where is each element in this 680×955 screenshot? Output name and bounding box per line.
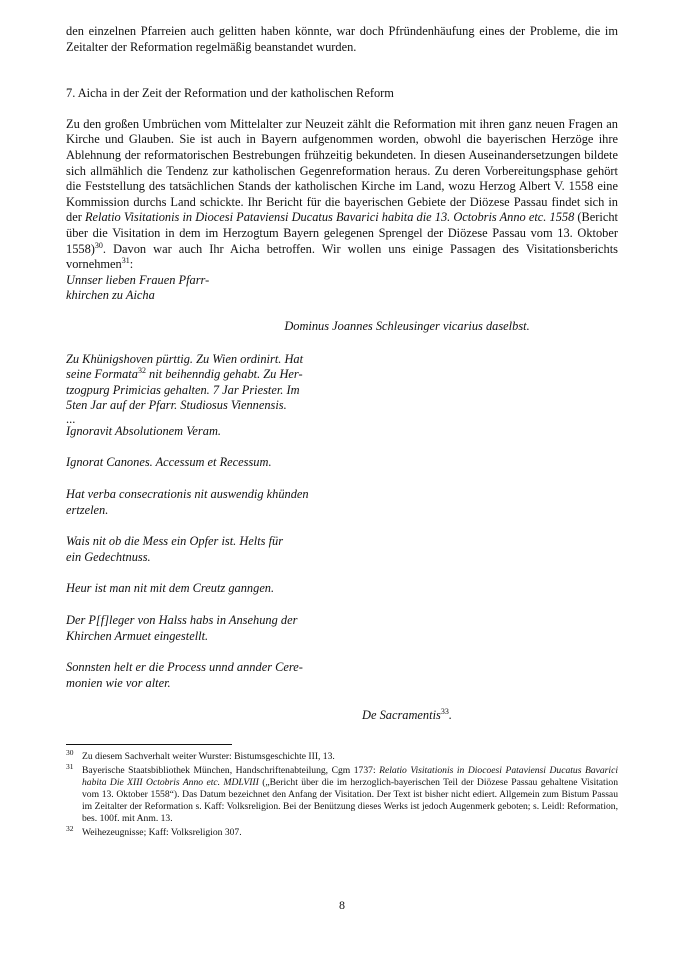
footnote-ref-30[interactable]: 30 [94, 240, 103, 250]
footnote-italic-title: Relatio Visitationis in Diocoesi Pataviensi Ducatus Bavarici habita Die XIII Octobris Anno etc. MDLVIII [82, 765, 618, 788]
quote-title-line-2: khirchen zu Aicha [66, 288, 155, 303]
quote-line: Wais nit ob die Mess ein Opfer ist. Helts für [66, 534, 284, 549]
footnote-ref-33[interactable]: 33 [440, 707, 449, 717]
quote-line: ein Gedechtnuss. [66, 549, 151, 564]
footnote-text-b: („Bericht über die im herzoglich-bayerischen Teil der Diözese Passau gehaltene Visitation vom 13. Oktober 1558“). Das Datum bezeichnet den Anfang der Visitation. Der Text ist bisher nicht ediert. Allgemein zum Bistum Passau im Zeitalter der Reformation s. Kaff: Volksreligion. Bei der Benützung dieses Werks ist jedoch Augenmerk geboten; s. Leidl: Reformation, bes. 100f. mit Anm. 13. [82, 777, 618, 824]
quote-block-8 [66, 660, 618, 691]
quote-title [66, 273, 618, 304]
quote-line: Hat verba consecrationis nit auswendig khünden [66, 487, 309, 502]
quote-block-1 [66, 352, 618, 440]
quote-line: Ignoravit Absolutionem Veram. [66, 423, 221, 438]
section-heading: 7. Aicha in der Zeit der Reformation und der katholischen Reform [66, 86, 394, 101]
quote-line: Zu Khünigshoven pürttig. Zu Wien ordinirt. Hat [66, 351, 304, 366]
footnote-ref-31[interactable]: 31 [121, 256, 130, 265]
relatio-title: Relatio Visitationis in Diocesi Pataviensi Ducatus Bavarici habita die 13. Octobris Anno etc. 1558 [84, 210, 575, 225]
quote-line: Der P[f]leger von Halss habs in Ansehung der [66, 613, 298, 628]
quote-block-5 [66, 534, 618, 565]
quote-line: Sonnsten helt er die Process unnd annder Cere- [66, 660, 303, 675]
quote-text: seine Formata [66, 367, 138, 382]
footnote-number: 32 [66, 824, 74, 833]
footnote-text-a: Bayerische Staatsbibliothek München, Handschriftenabteilung, Cgm 1737: [82, 765, 380, 776]
quote-block-4 [66, 487, 618, 518]
footnote-32 [66, 824, 618, 839]
quote-line: monien wie vor alter. [66, 675, 171, 690]
footnote-31 [66, 762, 618, 825]
ellipsis: ... [66, 411, 76, 426]
intro-paragraph: den einzelnen Pfarreien auch gelitten haben könnte, war doch Pfründenhäufung eines der Probleme, die im Zeitalter der Reformation regelmäßig beanstandet wurden. [66, 24, 618, 54]
quote-line: Khirchen Armuet eingestellt. [66, 628, 209, 643]
footnote-number: 30 [66, 748, 74, 757]
main-paragraph [66, 117, 618, 273]
sacramentis-text: De Sacramentis [362, 708, 441, 723]
page-number: 8 [339, 898, 345, 912]
quote-text: nit beihenndig gehabt. Zu Her- [145, 367, 303, 382]
main-text-a: Zu den großen Umbrüchen vom Mittelalter zur Neuzeit zählt die Reformation mit ihren ganz neuen Fragen an Kirche und Glauben. Sie ist auch in Bayern aufgenommen worden, obwohl die bayerischen Herzöge ihre Ablehnung der reformatorischen Bestrebungen frühzeitig bekundeten. In diesen Auseinandersetzungen bildete sich allmählich die Tendenz zur katholischen Gegenreformation heraus. Zu deren Vorbereitungsphase gehört die Feststellung des tatsächlichen Stands der katholischen Kirche im Land, wozu Herzog Albert V. 1558 eine Kommission durchs Land schickte. Ihr Bericht für die bayerischen Gebiete der Diözese Passau findet sich in der [66, 116, 618, 225]
quote-block-6: Heur ist man nit mit dem Creutz ganngen. [66, 581, 275, 596]
quote-block-3: Ignorat Canones. Accessum et Recessum. [66, 455, 272, 470]
main-text-b: (Bericht über die Visitation in dem im Herzogtum Bayern gelegenen Sprengel der Diözese Passau vom 13. Oktober 1558) [66, 210, 618, 256]
quote-title-line-1: Unnser lieben Frauen Pfarr- [66, 272, 210, 287]
footnote-30 [66, 748, 618, 763]
quote-line: ertzelen. [66, 502, 109, 517]
footnote-ref-32[interactable]: 32 [137, 365, 146, 375]
footnote-text: Weihezeugnisse; Kaff: Volksreligion 307. [82, 827, 242, 838]
document-page [66, 24, 618, 912]
footnote-text: Zu diesem Sachverhalt weiter Wurster: Bistumsgeschichte III, 13. [82, 751, 335, 762]
quote-line: 5ten Jar auf der Pfarr. Studiosus Viennensis. [66, 398, 287, 413]
footnote-divider [66, 744, 232, 745]
quote-vicar: Dominus Joannes Schleusinger vicarius daselbst. [284, 318, 530, 333]
quote-line [66, 367, 618, 383]
quote-line: tzogpurg Primicias gehalten. 7 Jar Priester. Im [66, 382, 300, 397]
footnote-text [82, 765, 618, 825]
footnote-number: 31 [66, 762, 74, 771]
main-text-c: . Davon war auch Ihr Aicha betroffen. Wir wollen uns einige Passagen des Visitationsberichts vornehmen [66, 241, 618, 272]
quote-block-7 [66, 613, 618, 644]
sacramentis-period: . [448, 708, 452, 723]
sacramentis-heading [66, 708, 618, 724]
main-text-d: : [129, 257, 134, 272]
